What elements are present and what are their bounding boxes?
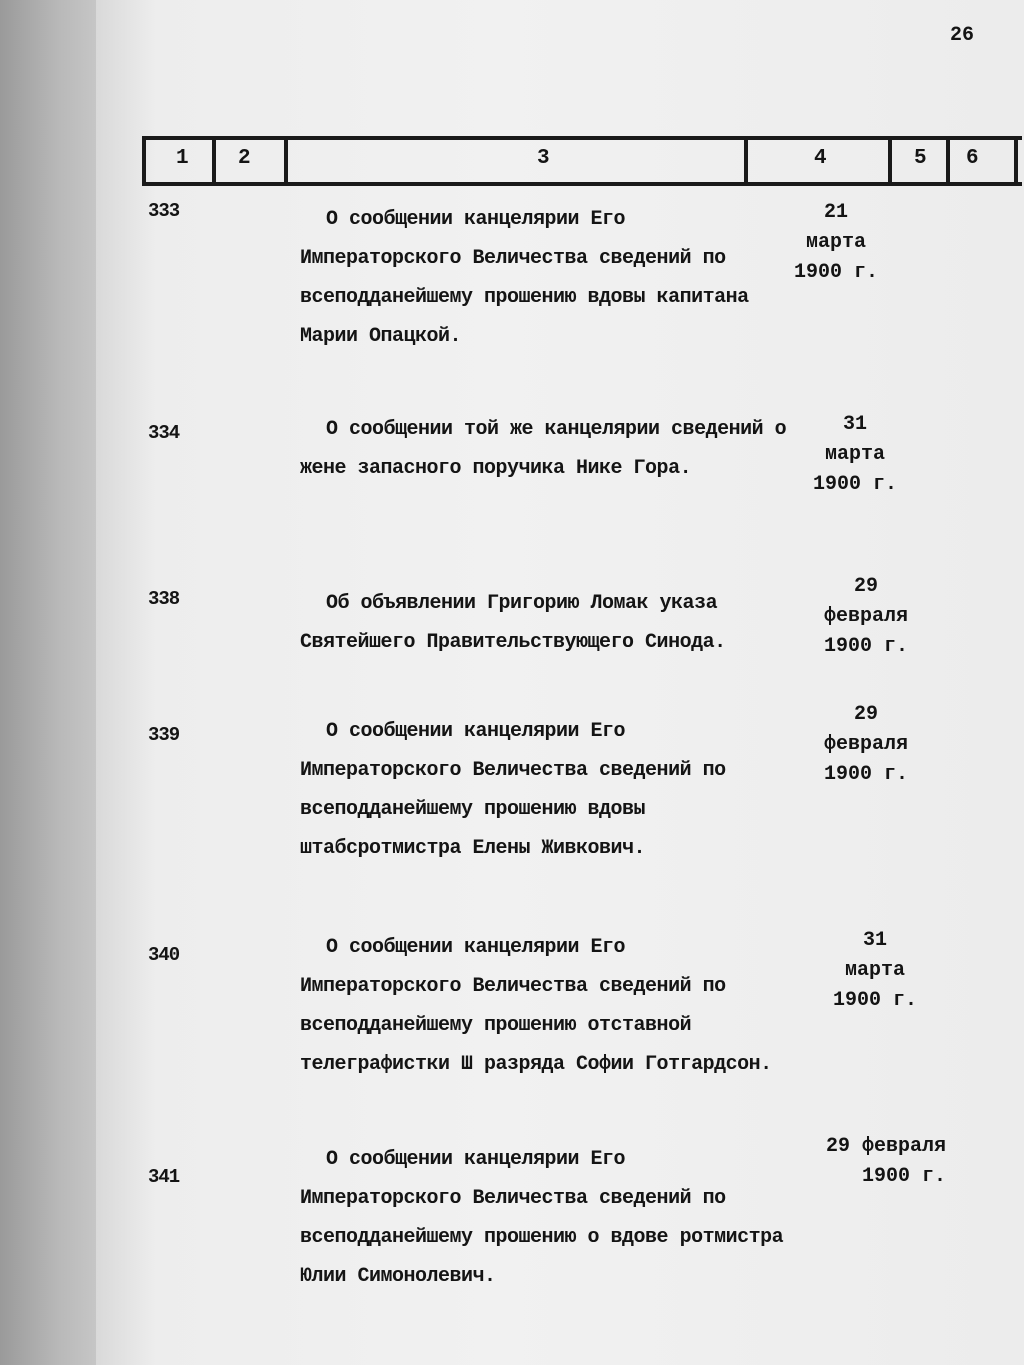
row-date: 31 марта 1900 г. [812,413,897,496]
column-header-6: 6 [966,147,979,170]
column-divider [1014,136,1018,186]
column-divider [946,136,950,186]
row-number: 341 [148,1166,180,1188]
row-number: 339 [148,724,180,746]
column-divider [888,136,892,186]
row-description: О сообщении канцелярии Его Императорского Величества сведений по всеподданейшему прошению отставной телеграфистки Ш разряда Софии Готгардсон. [300,936,772,1076]
row-number: 334 [148,422,180,444]
row-number: 333 [148,200,180,222]
column-header-2: 2 [238,147,251,170]
column-divider [142,136,146,186]
row-date: 29 февраля 1900 г. [823,575,908,658]
row-number: 338 [148,588,180,610]
row-description: Об объявлении Григорию Ломак указа Святейшего Правительствующего Синода. [300,592,726,654]
column-header-5: 5 [914,147,927,170]
column-divider [744,136,748,186]
column-header-1: 1 [176,147,189,170]
row-number: 340 [148,944,180,966]
table-header-row [142,136,1022,186]
column-divider [212,136,216,186]
column-divider [284,136,288,186]
page-number: 26 [950,24,975,47]
row-date: 31 марта 1900 г. [832,929,917,1012]
row-date: 29 февраля 1900 г. [825,1135,946,1188]
row-description: О сообщении канцелярии Его Императорского Величества сведений по всеподданейшему прошению вдовы капитана Марии Опацкой. [300,208,749,348]
row-date: 29 февраля 1900 г. [823,703,908,786]
column-header-3: 3 [537,147,550,170]
row-description: О сообщении той же канцелярии сведений о жене запасного поручика Нике Гора. [300,418,787,480]
row-description: О сообщении канцелярии Его Императорского Величества сведений по всеподданейшему прошению вдовы штабсротмистра Елены Живкович. [300,720,726,860]
page-left-edge [0,0,96,1365]
row-date: 21 марта 1900 г. [793,201,878,284]
column-header-4: 4 [814,147,827,170]
row-description: О сообщении канцелярии Его Императорского Величества сведений по всеподданейшему прошению о вдове ротмистра Юлии Симонолевич. [300,1148,784,1288]
